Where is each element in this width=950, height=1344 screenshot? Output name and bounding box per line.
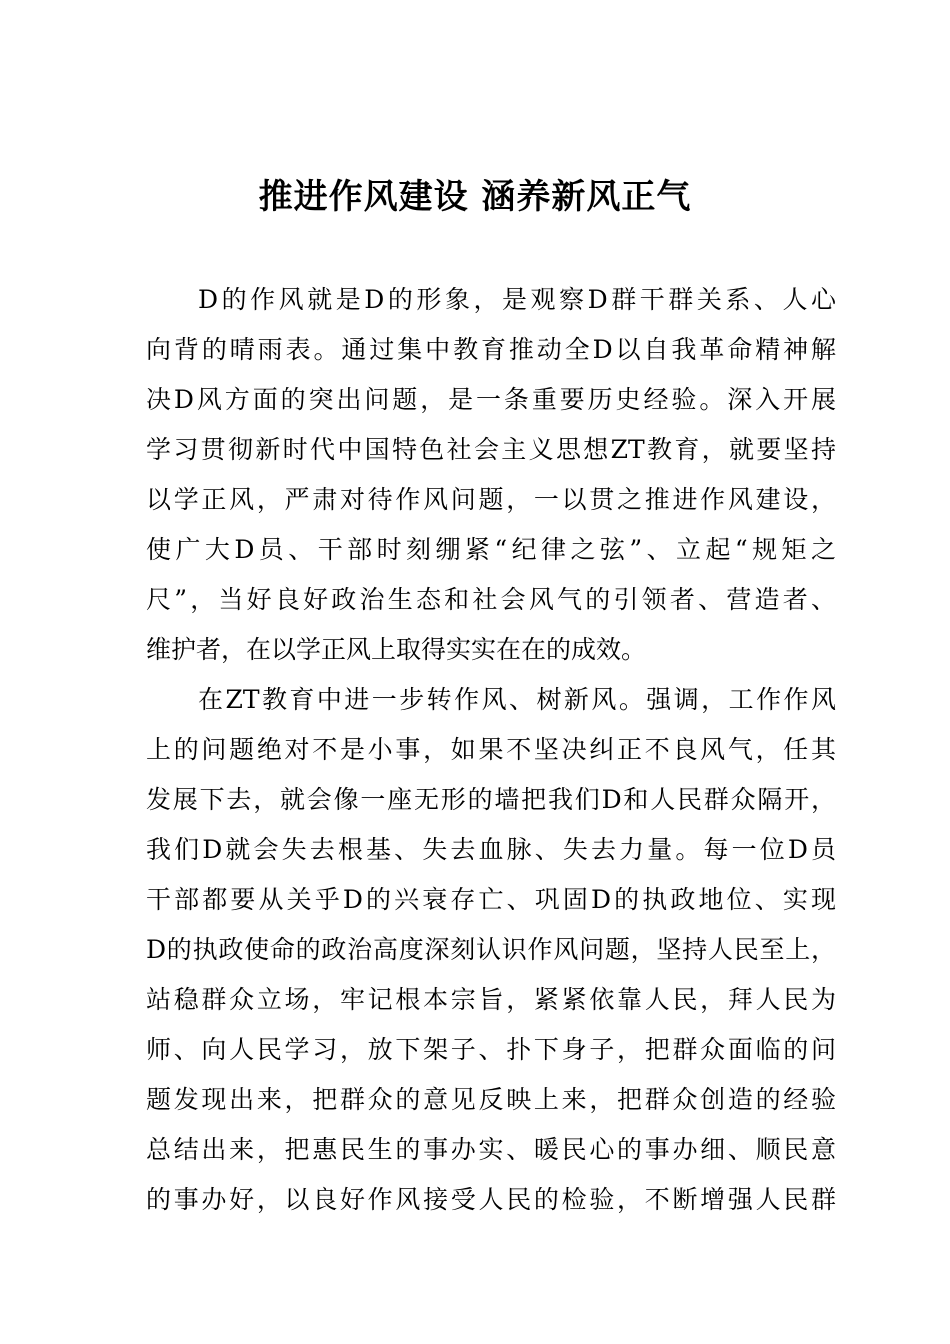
text-line: 以学正风，严肃对待作风问题，一以贯之推进作风建设， bbox=[146, 485, 836, 514]
text-line: 站稳群众立场，牢记根本宗旨，紧紧依靠人民，拜人民为 bbox=[146, 985, 836, 1014]
text-line: D的作风就是D的形象，是观察D群干群关系、人心 bbox=[198, 285, 836, 314]
text-line: 在ZT教育中进一步转作风、树新风。强调，工作作风 bbox=[198, 685, 836, 714]
text-line: 总结出来，把惠民生的事办实、暖民心的事办细、顺民意 bbox=[146, 1135, 836, 1164]
text-line: 尺”，当好良好政治生态和社会风气的引领者、营造者、 bbox=[146, 585, 836, 614]
text-line: 决D风方面的突出问题，是一条重要历史经验。深入开展 bbox=[146, 385, 836, 414]
text-line: 学习贯彻新时代中国特色社会主义思想ZT教育，就要坚持 bbox=[146, 435, 836, 464]
text-line: 维护者，在以学正风上取得实实在在的成效。 bbox=[146, 635, 647, 664]
document-title: 推进作风建设 涵养新风正气 bbox=[258, 177, 692, 217]
text-line: 的事办好，以良好作风接受人民的检验，不断增强人民群 bbox=[146, 1185, 836, 1214]
text-line: 题发现出来，把群众的意见反映上来，把群众创造的经验 bbox=[146, 1085, 836, 1114]
text-line: 上的问题绝对不是小事，如果不坚决纠正不良风气，任其 bbox=[146, 735, 836, 764]
text-line: 师、向人民学习，放下架子、扑下身子，把群众面临的问 bbox=[146, 1035, 836, 1064]
document-body bbox=[146, 275, 836, 1225]
text-line: 干部都要从关乎D的兴衰存亡、巩固D的执政地位、实现 bbox=[146, 885, 836, 914]
text-line: 发展下去，就会像一座无形的墙把我们D和人民群众隔开， bbox=[146, 785, 836, 814]
text-line: 向背的晴雨表。通过集中教育推动全D以自我革命精神解 bbox=[146, 335, 836, 364]
text-line: D的执政使命的政治高度深刻认识作风问题，坚持人民至上， bbox=[146, 935, 836, 964]
text-line: 我们D就会失去根基、失去血脉、失去力量。每一位D员 bbox=[146, 835, 836, 864]
text-line: 使广大D员、干部时刻绷紧“纪律之弦”、立起“规矩之 bbox=[146, 535, 836, 564]
